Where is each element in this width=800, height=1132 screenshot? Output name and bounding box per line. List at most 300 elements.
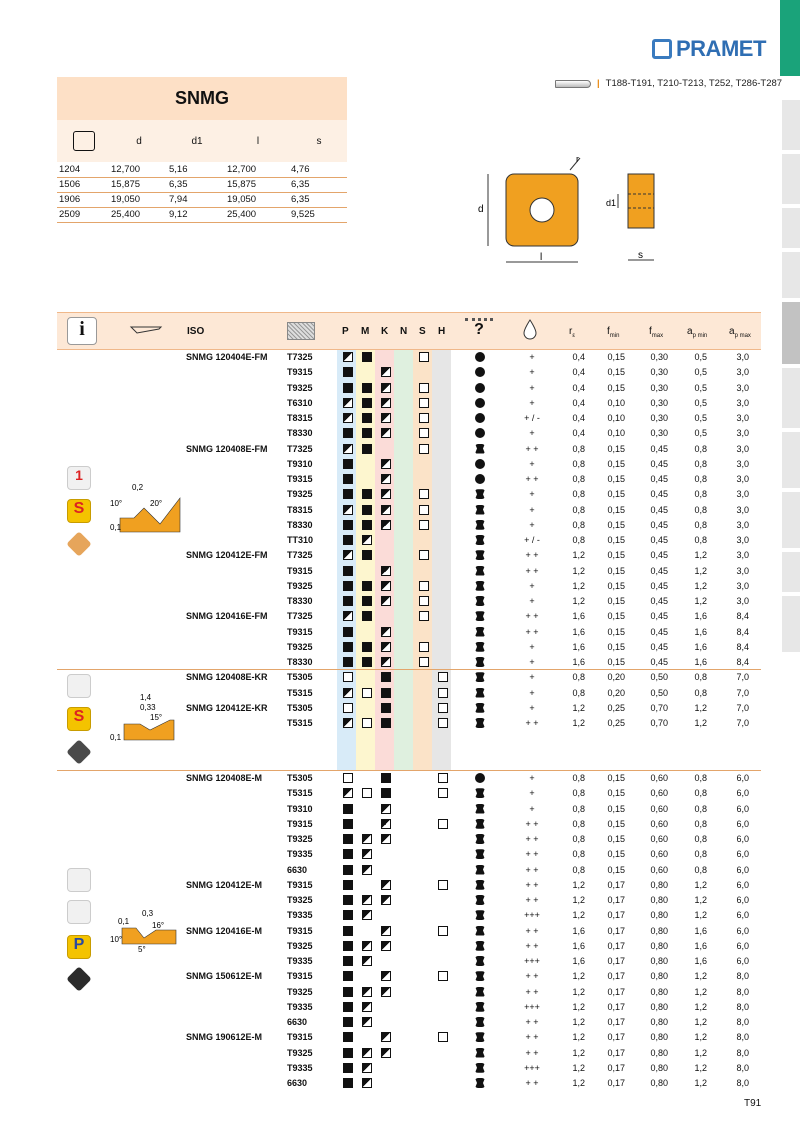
ap-min: 0,8 — [694, 504, 707, 515]
suitability-mark — [362, 987, 372, 997]
suitability-mark — [343, 367, 353, 377]
f-min: 0,17 — [607, 1032, 625, 1043]
ap-max: 8,0 — [736, 1032, 749, 1043]
suitability-mark — [419, 505, 429, 515]
suitability-mark — [362, 895, 372, 905]
ap-max: 6,0 — [736, 895, 749, 905]
grade: T7325 — [287, 352, 313, 362]
ap-max: 6,0 — [736, 940, 749, 951]
suitability-mark — [419, 611, 429, 621]
suitability-mark — [343, 535, 353, 545]
chip-shape-broken-icon — [475, 941, 485, 951]
f-min: 0,15 — [607, 443, 625, 454]
svg-text:0,2: 0,2 — [132, 483, 144, 492]
table-row: 2509 25,400 9,12 25,400 9,525 — [57, 207, 347, 222]
table-row[interactable] — [57, 487, 761, 502]
chip-shape-round-icon — [475, 383, 485, 393]
f-max: 0,30 — [650, 382, 668, 393]
f-min: 0,17 — [607, 971, 625, 982]
chip-shape-round-icon — [475, 413, 485, 423]
f-min: 0,15 — [607, 458, 625, 469]
insert-shape-icon — [57, 120, 109, 162]
table-row[interactable] — [57, 701, 761, 716]
ap-min: 0,5 — [694, 382, 707, 393]
grade: T8330 — [287, 519, 313, 530]
f-min: 0,17 — [607, 910, 625, 921]
table-row[interactable] — [57, 518, 761, 533]
suitability-mark — [438, 926, 448, 936]
suitability-mark — [419, 489, 429, 499]
rating: + + — [525, 1047, 539, 1058]
suitability-mark — [381, 773, 391, 783]
rating: + + — [525, 1078, 539, 1088]
ap-min: 1,2 — [694, 596, 707, 606]
ap-min: 0,5 — [694, 428, 707, 439]
ap-min: 0,8 — [694, 788, 707, 799]
r-epsilon: 0,8 — [572, 687, 585, 698]
f-max: 0,80 — [650, 986, 668, 997]
suitability-mark — [343, 788, 353, 798]
table-row[interactable] — [57, 609, 761, 624]
table-row: 1204 12,700 5,16 12,700 4,76 — [57, 162, 347, 177]
f-max: 0,45 — [650, 596, 668, 606]
r-epsilon: 0,4 — [572, 428, 585, 439]
suitability-mark — [362, 834, 372, 844]
f-min: 0,15 — [607, 565, 625, 576]
col-header-iso: ISO — [187, 326, 205, 337]
r-epsilon: 0,8 — [572, 474, 585, 484]
brand-name: PRAMET — [676, 36, 766, 61]
table-row[interactable] — [57, 893, 761, 908]
chip-shape-round-icon — [475, 773, 485, 783]
f-min: 0,17 — [607, 925, 625, 936]
chip-shape-broken-icon — [475, 987, 485, 997]
r-epsilon: 0,8 — [572, 788, 585, 799]
ap-min: 0,5 — [694, 367, 707, 378]
svg-text:0,1: 0,1 — [118, 917, 130, 926]
table-row[interactable] — [57, 1061, 761, 1076]
ap-max: 8,0 — [736, 1062, 749, 1073]
f-max: 0,70 — [650, 718, 668, 728]
iso-code: SNMG 120408E-M — [186, 773, 263, 783]
f-min: 0,17 — [607, 879, 625, 890]
suitability-mark — [362, 398, 372, 408]
table-row[interactable] — [57, 640, 761, 655]
r-epsilon: 0,8 — [572, 834, 585, 844]
suitability-mark — [419, 642, 429, 652]
ap-max: 3,0 — [736, 367, 749, 378]
suitability-mark — [362, 505, 372, 515]
suitability-mark — [381, 642, 391, 652]
rating: + + — [525, 971, 539, 982]
f-min: 0,15 — [607, 788, 625, 799]
f-min: 0,17 — [607, 1047, 625, 1058]
ap-max: 6,0 — [736, 879, 749, 890]
table-row[interactable] — [57, 426, 761, 441]
table-row[interactable] — [57, 1030, 761, 1045]
f-max: 0,80 — [650, 971, 668, 982]
chip-shape-broken-icon — [475, 566, 485, 576]
ap-min: 1,2 — [694, 1032, 707, 1043]
side-tab[interactable] — [782, 252, 800, 298]
f-min: 0,17 — [607, 986, 625, 997]
suitability-mark — [343, 520, 353, 530]
r-epsilon: 1,2 — [572, 596, 585, 606]
table-row[interactable] — [57, 655, 761, 670]
suitability-mark — [343, 611, 353, 621]
side-tab[interactable] — [782, 432, 800, 488]
rating: + + — [525, 1032, 539, 1043]
suitability-mark — [343, 444, 353, 454]
suitability-mark — [381, 657, 391, 667]
table-row[interactable] — [57, 1000, 761, 1015]
f-max: 0,60 — [650, 849, 668, 860]
f-min: 0,15 — [607, 535, 625, 545]
r-epsilon: 1,2 — [572, 580, 585, 591]
f-min: 0,15 — [607, 864, 625, 875]
suitability-mark — [343, 1002, 353, 1012]
chipbreaker-select-icon: ? — [465, 318, 493, 346]
suitability-mark — [381, 489, 391, 499]
grade: T9315 — [287, 1032, 313, 1043]
side-tab[interactable] — [782, 100, 800, 150]
rating: + — [529, 504, 535, 515]
ap-min: 0,5 — [694, 397, 707, 408]
table-row[interactable] — [57, 847, 761, 862]
table-row[interactable] — [57, 863, 761, 878]
suitability-mark — [362, 688, 372, 698]
suitability-mark — [381, 398, 391, 408]
suitability-mark — [343, 1078, 353, 1088]
suitability-mark — [381, 428, 391, 438]
r-epsilon: 1,2 — [572, 986, 585, 997]
rating: +++ — [524, 956, 540, 966]
side-tab-accent — [780, 0, 800, 76]
table-row[interactable] — [57, 908, 761, 923]
rating: + — [529, 641, 535, 652]
table-row[interactable] — [57, 625, 761, 640]
ap-max: 8,0 — [736, 986, 749, 997]
f-min: 0,15 — [607, 550, 625, 561]
table-row[interactable] — [57, 832, 761, 847]
suitability-mark — [438, 971, 448, 981]
ap-min: 1,6 — [694, 641, 707, 652]
f-min: 0,15 — [607, 818, 625, 829]
chip-shape-broken-icon — [475, 895, 485, 905]
suitability-mark — [438, 703, 448, 713]
chip-shape-round-icon — [475, 352, 485, 362]
side-tab[interactable] — [782, 596, 800, 652]
iso-code: SNMG 120404E-FM — [186, 352, 268, 362]
ap-max: 8,4 — [736, 641, 749, 652]
chip-shape-broken-icon — [475, 550, 485, 560]
rating: + + — [525, 986, 539, 997]
ap-min: 1,2 — [694, 580, 707, 591]
table-row[interactable] — [57, 472, 761, 487]
r-epsilon: 1,6 — [572, 641, 585, 652]
f-max: 0,45 — [650, 641, 668, 652]
grade: T9310 — [287, 803, 313, 814]
rating: + — [529, 352, 535, 362]
r-epsilon: 0,8 — [572, 443, 585, 454]
rating: + + — [525, 565, 539, 576]
ap-min: 1,2 — [694, 910, 707, 921]
r-epsilon: 1,2 — [572, 1062, 585, 1073]
table-row[interactable] — [57, 954, 761, 969]
f-max: 0,50 — [650, 672, 668, 683]
suitability-mark — [381, 788, 391, 798]
table-row[interactable] — [57, 564, 761, 579]
f-max: 0,45 — [650, 443, 668, 454]
r-epsilon: 1,2 — [572, 702, 585, 713]
info-icon[interactable]: i — [67, 317, 97, 345]
svg-text:0,1: 0,1 — [110, 523, 122, 532]
col-header-M: M — [361, 326, 370, 337]
rating: +++ — [524, 910, 540, 921]
table-row[interactable] — [57, 350, 761, 365]
r-epsilon: 0,4 — [572, 352, 585, 362]
r-epsilon: 0,4 — [572, 367, 585, 378]
ap-max: 7,0 — [736, 718, 749, 728]
rating: + + — [525, 834, 539, 844]
ap-max: 8,0 — [736, 1047, 749, 1058]
suitability-mark — [381, 926, 391, 936]
iso-code: SNMG 120408E-FM — [186, 443, 268, 454]
table-row[interactable] — [57, 771, 761, 786]
table-row[interactable] — [57, 442, 761, 457]
rating: + — [529, 596, 535, 606]
chip-shape-broken-icon — [475, 956, 485, 966]
drawing-label-d1: d1 — [606, 198, 617, 208]
suitability-mark — [362, 489, 372, 499]
table-row[interactable] — [57, 503, 761, 518]
grade: T9310 — [287, 458, 313, 469]
table-row[interactable] — [57, 457, 761, 472]
suitability-mark — [381, 941, 391, 951]
grade: T9325 — [287, 641, 313, 652]
grade: T9315 — [287, 474, 313, 484]
rating: + + — [525, 940, 539, 951]
chip-shape-broken-icon — [475, 703, 485, 713]
table-row[interactable] — [57, 686, 761, 701]
grade: T9325 — [287, 1047, 313, 1058]
grade: T9315 — [287, 971, 313, 982]
ap-min: 0,5 — [694, 352, 707, 362]
ap-max: 7,0 — [736, 687, 749, 698]
suitability-mark — [343, 1063, 353, 1073]
suitability-mark — [362, 642, 372, 652]
suitability-mark — [381, 505, 391, 515]
table-row[interactable] — [57, 411, 761, 426]
ap-max: 8,0 — [736, 1001, 749, 1012]
f-min: 0,15 — [607, 382, 625, 393]
grade: T5305 — [287, 702, 313, 713]
side-tab[interactable] — [782, 154, 800, 204]
table-row[interactable] — [57, 786, 761, 801]
chip-shape-broken-icon — [475, 849, 485, 859]
table-row[interactable] — [57, 1015, 761, 1030]
suitability-mark — [419, 657, 429, 667]
f-max: 0,60 — [650, 834, 668, 844]
table-row[interactable] — [57, 533, 761, 548]
ap-min: 1,2 — [694, 718, 707, 728]
suitability-mark — [362, 520, 372, 530]
suitability-mark — [343, 474, 353, 484]
table-row[interactable] — [57, 365, 761, 380]
suitability-mark — [381, 804, 391, 814]
rating: + — [529, 489, 535, 500]
suitability-mark — [381, 718, 391, 728]
ap-max: 6,0 — [736, 834, 749, 844]
ap-max: 8,0 — [736, 1078, 749, 1088]
ap-min: 1,2 — [694, 1078, 707, 1088]
suitability-mark — [381, 520, 391, 530]
ap-max: 3,0 — [736, 458, 749, 469]
suitability-mark — [362, 865, 372, 875]
table-row[interactable] — [57, 548, 761, 563]
suitability-mark — [381, 383, 391, 393]
ap-max: 8,0 — [736, 1017, 749, 1027]
rating: + — [529, 657, 535, 667]
grade: T5315 — [287, 687, 313, 698]
f-min: 0,17 — [607, 1017, 625, 1027]
suitability-mark — [381, 895, 391, 905]
suitability-mark — [419, 596, 429, 606]
rating: + — [529, 428, 535, 439]
table-row[interactable] — [57, 579, 761, 594]
insert-side-view — [628, 174, 654, 228]
f-min: 0,15 — [607, 641, 625, 652]
f-min: 0,17 — [607, 1078, 625, 1088]
f-min: 0,15 — [607, 834, 625, 844]
side-tab[interactable] — [782, 368, 800, 428]
table-row[interactable] — [57, 1046, 761, 1061]
r-epsilon: 1,2 — [572, 895, 585, 905]
insert-drawing — [470, 150, 670, 275]
ap-min: 0,8 — [694, 458, 707, 469]
page-title: SNMG — [57, 77, 347, 120]
col-header-l: l — [225, 120, 289, 162]
table-header — [57, 312, 761, 350]
f-max: 0,45 — [650, 626, 668, 637]
col-header-H: H — [438, 326, 446, 337]
grade: T9335 — [287, 910, 313, 921]
table-row[interactable] — [57, 802, 761, 817]
r-epsilon: 1,2 — [572, 910, 585, 921]
chip-shape-broken-icon — [475, 788, 485, 798]
ap-min: 0,8 — [694, 773, 707, 783]
ap-max: 7,0 — [736, 702, 749, 713]
suitability-mark — [362, 383, 372, 393]
rating: + / - — [524, 535, 540, 545]
table-row[interactable] — [57, 985, 761, 1000]
iso-code: SNMG 120412E-KR — [186, 702, 268, 713]
table-row[interactable] — [57, 969, 761, 984]
table-row[interactable] — [57, 716, 761, 731]
suitability-mark — [343, 428, 353, 438]
ap-min: 1,2 — [694, 986, 707, 997]
f-max: 0,60 — [650, 773, 668, 783]
ap-max: 3,0 — [736, 397, 749, 408]
suitability-mark — [381, 672, 391, 682]
rating: + — [529, 672, 535, 683]
col-header-d1: d1 — [167, 120, 225, 162]
table-row[interactable] — [57, 924, 761, 939]
rating: + + — [525, 818, 539, 829]
ap-max: 6,0 — [736, 849, 749, 860]
r-epsilon: 0,8 — [572, 489, 585, 500]
f-max: 0,45 — [650, 504, 668, 515]
ap-max: 3,0 — [736, 519, 749, 530]
table-row[interactable] — [57, 939, 761, 954]
r-epsilon: 0,8 — [572, 818, 585, 829]
chip-shape-round-icon — [475, 398, 485, 408]
rating: + — [529, 397, 535, 408]
table-row[interactable] — [57, 670, 761, 685]
suitability-mark — [362, 581, 372, 591]
suitability-mark — [419, 550, 429, 560]
suitability-mark — [381, 1048, 391, 1058]
suitability-mark — [343, 550, 353, 560]
table-row[interactable] — [57, 1076, 761, 1091]
table-row[interactable] — [57, 878, 761, 893]
ap-min: 0,8 — [694, 489, 707, 500]
chip-shape-broken-icon — [475, 880, 485, 890]
suitability-mark — [438, 788, 448, 798]
f-max: 0,80 — [650, 940, 668, 951]
col-header-K: K — [381, 326, 389, 337]
grade: T7325 — [287, 443, 313, 454]
chip-shape-broken-icon — [475, 971, 485, 981]
ap-min: 1,2 — [694, 879, 707, 890]
table-row[interactable] — [57, 817, 761, 832]
chip-shape-broken-icon — [475, 520, 485, 530]
chip-shape-round-icon — [475, 428, 485, 438]
side-tab-active[interactable] — [782, 302, 800, 364]
iso-code: SNMG 150612E-M — [186, 971, 263, 982]
rating: + — [529, 458, 535, 469]
suitability-mark — [381, 1032, 391, 1042]
grade: T8330 — [287, 657, 313, 667]
side-tab[interactable] — [782, 492, 800, 548]
rating: + — [529, 382, 535, 393]
f-max: 0,80 — [650, 956, 668, 966]
chip-shape-broken-icon — [475, 819, 485, 829]
ap-min: 1,2 — [694, 1047, 707, 1058]
suitability-mark — [343, 688, 353, 698]
suitability-mark — [381, 880, 391, 890]
table-row[interactable] — [57, 594, 761, 609]
side-tab[interactable] — [782, 552, 800, 592]
f-max: 0,60 — [650, 864, 668, 875]
f-max: 0,80 — [650, 1047, 668, 1058]
grade: T8330 — [287, 596, 313, 606]
rating: +++ — [524, 1062, 540, 1073]
suitability-mark — [343, 398, 353, 408]
f-min: 0,25 — [607, 718, 625, 728]
r-epsilon: 1,2 — [572, 565, 585, 576]
suitability-mark — [362, 352, 372, 362]
f-max: 0,45 — [650, 550, 668, 561]
table-row[interactable] — [57, 396, 761, 411]
table-row: 1506 15,875 6,35 15,875 6,35 — [57, 177, 347, 192]
r-epsilon: 1,6 — [572, 657, 585, 667]
suitability-mark — [438, 718, 448, 728]
suitability-mark — [438, 773, 448, 783]
side-tab[interactable] — [782, 208, 800, 248]
suitability-mark — [343, 834, 353, 844]
table-row[interactable] — [57, 381, 761, 396]
